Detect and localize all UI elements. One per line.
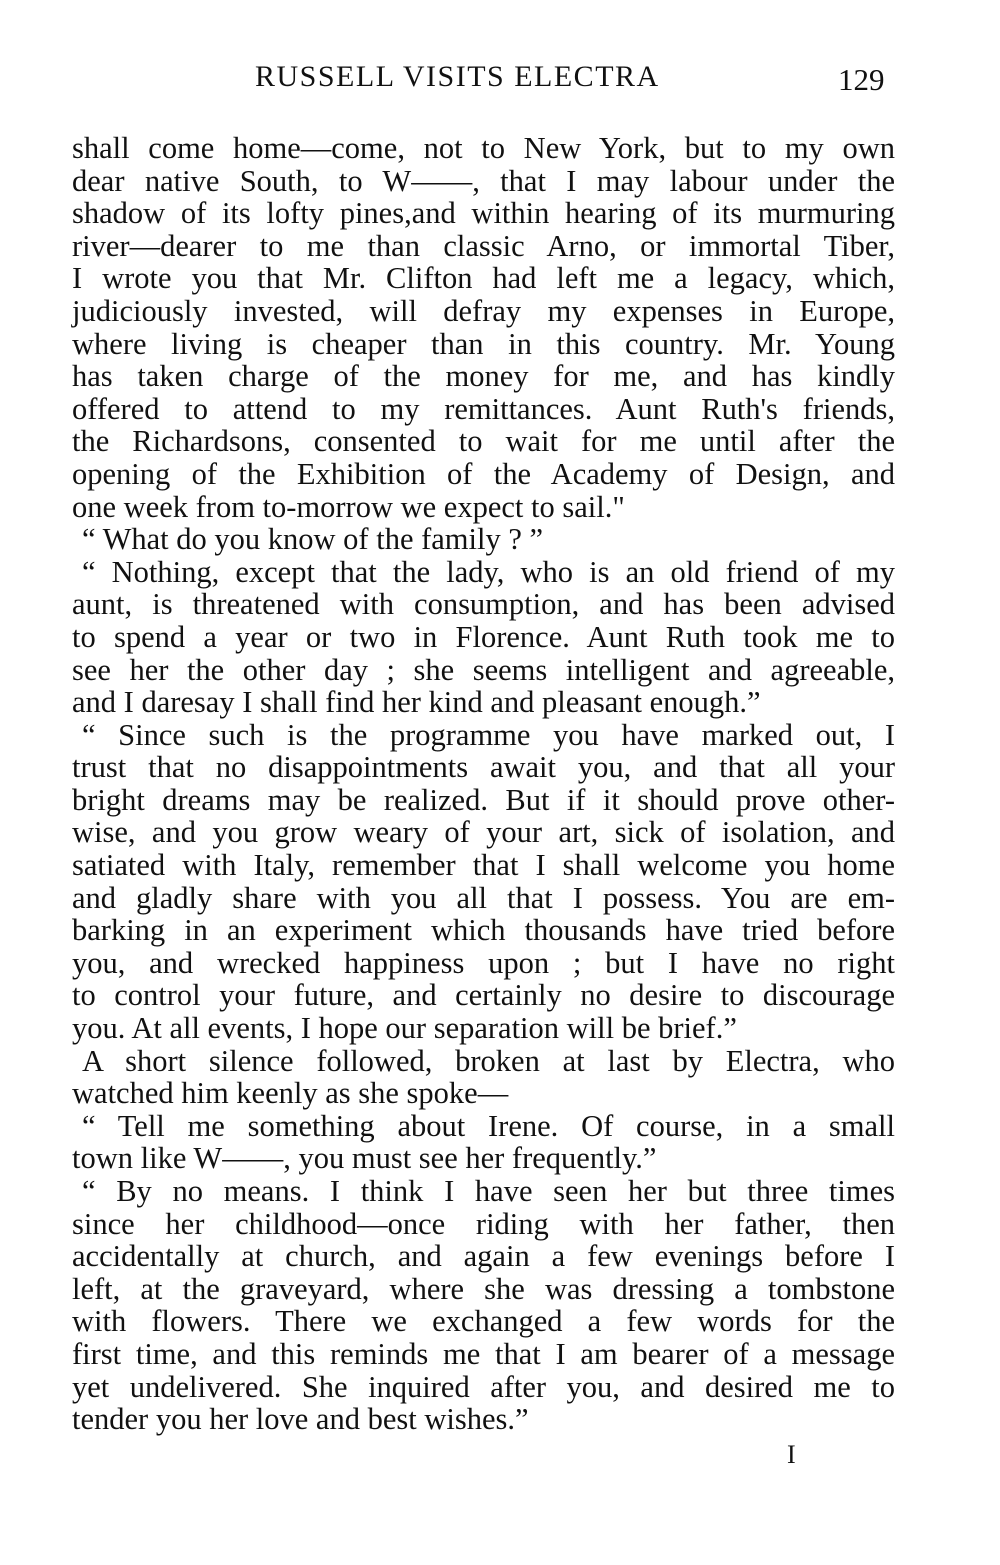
body-text	[72, 132, 895, 1436]
paragraph	[72, 132, 895, 523]
text-line: accidentally at church, and again a few evenings before I	[72, 1239, 895, 1274]
text-line: barking in an experiment which thousands have tried before	[72, 913, 895, 948]
text-line: shadow of its lofty pines,and within hearing of its murmuring	[72, 196, 895, 231]
text-line: one week from to-morrow we expect to sail."	[72, 489, 625, 524]
text-line: yet undelivered. She inquired after you, and desired me to	[72, 1369, 895, 1404]
text-line: dear native South, to W——, that I may labour under the	[72, 163, 895, 198]
signature-mark: I	[787, 1440, 796, 1469]
text-line: aunt, is threatened with consumption, and has been advised	[72, 587, 895, 622]
text-line: where living is cheaper than in this country. Mr. Young	[72, 326, 895, 361]
text-line: town like W——, you must see her frequently.”	[72, 1141, 657, 1176]
text-line: opening of the Exhibition of the Academy of Design, and	[72, 456, 895, 491]
text-line: satiated with Italy, remember that I shall welcome you home	[72, 848, 895, 883]
text-line: “ What do you know of the family ? ”	[82, 522, 544, 557]
running-head-title: RUSSELL VISITS ELECTRA	[255, 60, 660, 93]
text-line: “ By no means. I think I have seen her but three times	[82, 1174, 895, 1208]
text-line: you. At all events, I hope our separation will be brief.”	[72, 1011, 737, 1046]
text-line: shall come home—come, not to New York, but to my own	[72, 131, 895, 165]
paragraph	[72, 556, 895, 719]
text-line: and I daresay I shall find her kind and pleasant enough.”	[72, 685, 761, 720]
text-line: left, at the graveyard, where she was dressing a tombstone	[72, 1271, 895, 1306]
text-line: watched him keenly as she spoke—	[72, 1076, 509, 1111]
text-line: since her childhood—once riding with her father, then	[72, 1206, 895, 1241]
text-line: judiciously invested, will defray my expenses in Europe,	[72, 293, 895, 328]
text-line: to control your future, and certainly no desire to discourage	[72, 978, 895, 1013]
text-line: trust that no disappointments await you, and that all your	[72, 750, 895, 785]
running-head	[0, 60, 1000, 100]
text-line: I wrote you that Mr. Clifton had left me a legacy, which,	[72, 261, 895, 296]
paragraph	[72, 719, 895, 1045]
text-line: wise, and you grow weary of your art, sick of isolation, and	[72, 815, 895, 850]
text-line: and gladly share with you all that I possess. You are em-	[72, 880, 895, 915]
text-line: with flowers. There we exchanged a few words for the	[72, 1304, 895, 1339]
paragraph	[72, 1175, 895, 1436]
text-line: river—dearer to me than classic Arno, or immortal Tiber,	[72, 228, 895, 263]
text-line: “ Nothing, except that the lady, who is an old friend of my	[82, 554, 895, 589]
text-line: A short silence followed, broken at last by Electra, who	[82, 1043, 895, 1078]
text-line: first time, and this reminds me that I am bearer of a message	[72, 1336, 895, 1371]
text-line: the Richardsons, consented to wait for me until after the	[72, 424, 895, 459]
text-line: “ Tell me something about Irene. Of course, in a small	[82, 1108, 895, 1143]
text-line: you, and wrecked happiness upon ; but I have no right	[72, 945, 895, 980]
text-line: bright dreams may be realized. But if it should prove other-	[72, 782, 895, 817]
paragraph	[72, 523, 895, 556]
page-number: 129	[838, 62, 885, 97]
text-line: “ Since such is the programme you have marked out, I	[82, 717, 895, 752]
paragraph	[72, 1110, 895, 1175]
text-line: offered to attend to my remittances. Aunt Ruth's friends,	[72, 391, 895, 426]
text-line: to spend a year or two in Florence. Aunt Ruth took me to	[72, 619, 895, 654]
text-line: has taken charge of the money for me, and has kindly	[72, 359, 895, 394]
paragraph	[72, 1045, 895, 1110]
text-line: see her the other day ; she seems intelligent and agreeable,	[72, 652, 895, 687]
text-line: tender you her love and best wishes.”	[72, 1402, 529, 1437]
